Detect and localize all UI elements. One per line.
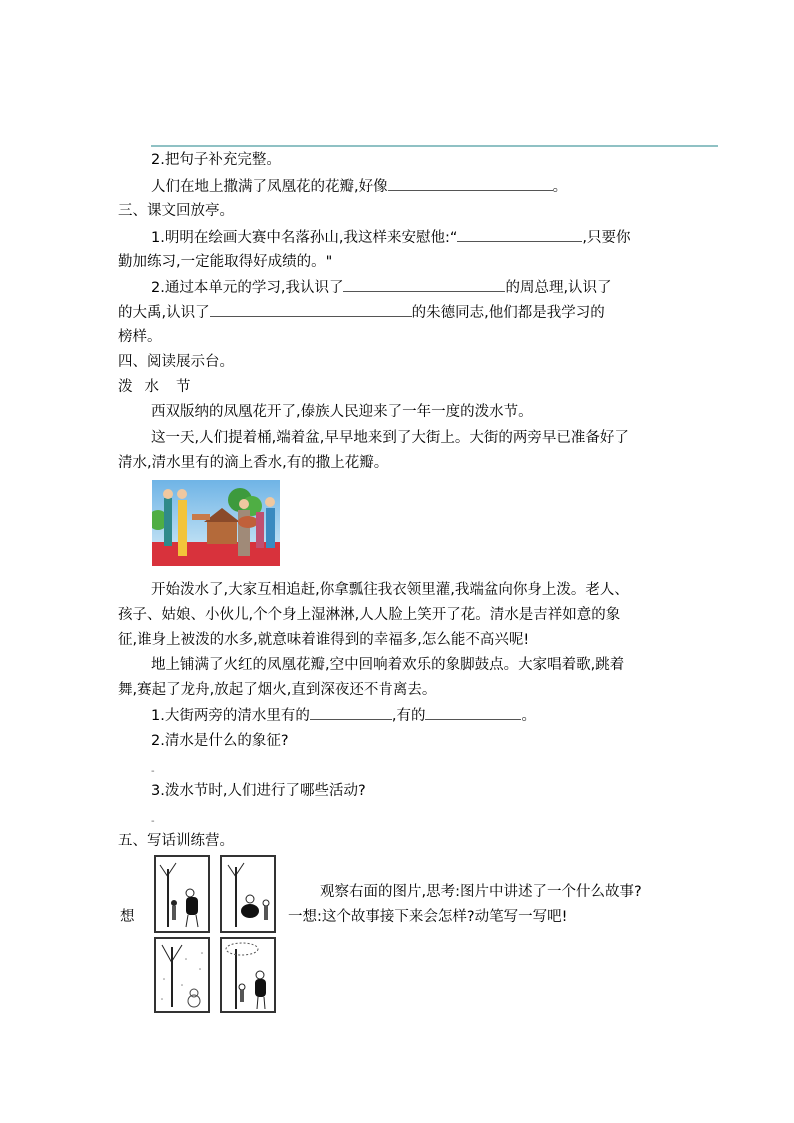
water-festival-illustration bbox=[152, 480, 280, 566]
passage-paragraph-4: 地上铺满了火红的凤凰花瓣,空中回响着欢乐的象脚鼓点。大家唱着歌,跳着 bbox=[151, 657, 625, 673]
sentence-text: 人们在地上撒满了凤凰花的花瓣,好像 bbox=[151, 179, 388, 195]
comic-panel-1 bbox=[154, 855, 210, 933]
answer-line-marker[interactable]: - bbox=[151, 816, 155, 827]
passage-paragraph-2-cont: 清水,清水里有的滴上香水,有的撒上花瓣。 bbox=[118, 455, 389, 471]
writing-prompt-line-2: 一想:这个故事接下来会怎样?动笔写一写吧! bbox=[288, 909, 568, 925]
grown-tree-with-adult-and-child-icon bbox=[222, 939, 274, 1011]
comic-panel-3 bbox=[154, 937, 210, 1013]
winter-tree-snowman-icon bbox=[156, 939, 208, 1011]
prompt-left-char: 想 bbox=[120, 909, 135, 925]
answer-blank[interactable] bbox=[425, 705, 521, 720]
answer-blank[interactable] bbox=[388, 176, 553, 191]
q2-text: 2.通过本单元的学习,我认识了 bbox=[151, 280, 344, 296]
writing-prompt-line-1: 观察右面的图片,思考:图片中讲述了一个什么故事? bbox=[320, 884, 642, 900]
passage-title bbox=[118, 377, 191, 397]
rq1-text: 1.大街两旁的清水里有的 bbox=[151, 708, 310, 724]
comic-panel-2 bbox=[220, 855, 276, 933]
adult-planting-tree-icon bbox=[222, 857, 274, 931]
reading-question-1 bbox=[151, 705, 536, 726]
answer-blank[interactable] bbox=[210, 302, 412, 317]
passage-paragraph-4-cont: 舞,赛起了龙舟,放起了烟火,直到深夜还不肯离去。 bbox=[118, 682, 437, 698]
reading-question-3: 3.泼水节时,人们进行了哪些活动? bbox=[151, 783, 366, 799]
q1-text: 1.明明在绘画大赛中名落孙山,我这样来安慰他:“ bbox=[151, 230, 458, 246]
section-4-heading: 四、阅读展示台。 bbox=[118, 354, 234, 370]
tree-with-adult-and-child-icon bbox=[156, 857, 208, 931]
answer-blank[interactable] bbox=[310, 705, 392, 720]
title-char: 节 bbox=[176, 379, 191, 395]
answer-blank[interactable] bbox=[343, 277, 505, 292]
title-char: 水 bbox=[144, 379, 159, 395]
question-2-label: 2.把句子补充完整。 bbox=[151, 152, 281, 168]
section-3-heading: 三、课文回放亭。 bbox=[118, 203, 234, 219]
rq1-text-2: ,有的 bbox=[391, 708, 426, 724]
sentence-end: 。 bbox=[552, 179, 568, 195]
rq1-text-3: 。 bbox=[521, 708, 536, 724]
passage-paragraph-3: 开始泼水了,大家互相追赶,你拿瓢往我衣领里灌,我端盆向你身上泼。老人、 bbox=[151, 582, 629, 598]
comic-panel-4 bbox=[220, 937, 276, 1013]
question-2-sentence bbox=[151, 176, 567, 197]
reading-question-2: 2.清水是什么的象征? bbox=[151, 733, 289, 749]
section-3-q2-end: 榜样。 bbox=[118, 329, 162, 345]
section-3-q2-cont bbox=[118, 302, 605, 323]
header-rule bbox=[151, 145, 718, 147]
answer-line-marker[interactable]: - bbox=[151, 766, 155, 777]
q2-text-3: 的大禹,认识了 bbox=[118, 305, 210, 321]
passage-paragraph-2: 这一天,人们提着桶,端着盆,早早地来到了大街上。大街的两旁早已准备好了 bbox=[151, 430, 629, 446]
passage-paragraph-3-cont: 孩子、姑娘、小伙儿,个个身上湿淋淋,人人脸上笑开了花。清水是吉祥如意的象 bbox=[118, 607, 621, 623]
section-3-q1-cont: 勤加练习,一定能取得好成绩的。" bbox=[118, 254, 333, 270]
section-5-heading: 五、写话训练营。 bbox=[118, 833, 234, 849]
passage-paragraph-1: 西双版纳的凤凰花开了,傣族人民迎来了一年一度的泼水节。 bbox=[151, 404, 533, 420]
section-3-q1 bbox=[151, 227, 630, 248]
q2-text-4: 的朱德同志,他们都是我学习的 bbox=[411, 305, 605, 321]
q1-text-2: ,只要你 bbox=[582, 230, 631, 246]
passage-paragraph-3-end: 征,谁身上被泼的水多,就意味着谁得到的幸福多,怎么能不高兴呢! bbox=[118, 632, 530, 648]
section-3-q2 bbox=[151, 277, 612, 298]
title-char: 泼 bbox=[118, 379, 133, 395]
q2-text-2: 的周总理,认识了 bbox=[505, 280, 612, 296]
answer-blank[interactable] bbox=[457, 227, 582, 242]
